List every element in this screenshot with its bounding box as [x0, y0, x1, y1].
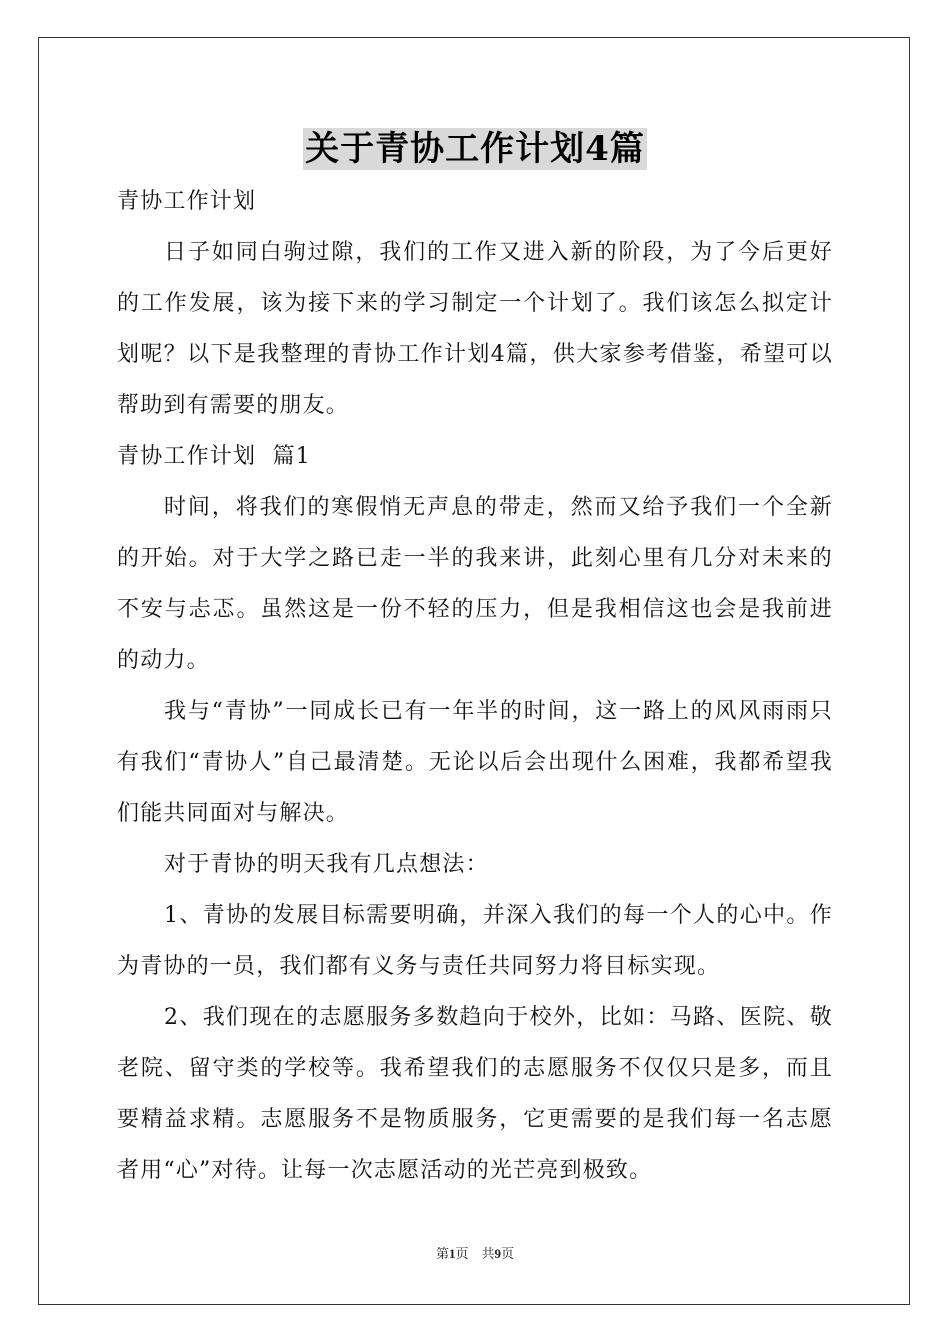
body-paragraph: 1、青协的发展目标需要明确，并深入我们的每一个人的心中。作为青协的一员，我们都有义务与责任共同努力将目标实现。 — [117, 903, 833, 979]
section-heading: 青协工作计划 篇1 — [117, 444, 311, 469]
title-container — [0, 128, 950, 170]
footer-page-prefix: 第 — [435, 1246, 449, 1261]
document-body — [117, 176, 833, 1196]
intro-paragraph: 日子如同白驹过隙，我们的工作又进入新的阶段，为了今后更好的工作发展，该为接下来的学习制定一个计划了。我们该怎么拟定计划呢？以下是我整理的青协工作计划4篇，供大家参考借鉴，希望可以帮助到有需要的朋友。 — [117, 240, 833, 418]
body-paragraph: 对于青协的明天我有几点想法： — [164, 852, 489, 877]
body-paragraph: 2、我们现在的志愿服务多数趋向于校外，比如：马路、医院、敬老院、留守类的学校等。我希望我们的志愿服务不仅仅只是多，而且要精益求精。志愿服务不是物质服务，它更需要的是我们每一名志愿者用“心”对待。让每一次志愿活动的光芒亮到极致。 — [117, 1005, 833, 1183]
footer-total-suffix: 页 — [501, 1246, 515, 1261]
body-paragraph: 我与“青协”一同成长已有一年半的时间，这一路上的风风雨雨只有我们“青协人”自己最清楚。无论以后会出现什么困难，我都希望我们能共同面对与解决。 — [117, 699, 833, 826]
page-footer — [0, 1243, 950, 1262]
document-title: 关于青协工作计划4篇 — [305, 129, 645, 169]
footer-page-suffix: 页 — [455, 1246, 469, 1261]
body-paragraph: 时间，将我们的寒假悄无声息的带走，然而又给予我们一个全新的开始。对于大学之路已走一半的我来讲，此刻心里有几分对未来的不安与忐忑。虽然这是一份不轻的压力，但是我相信这也会是我前进的动力。 — [117, 495, 833, 673]
footer-page-number: 1 — [448, 1246, 456, 1261]
intro-heading: 青协工作计划 — [117, 189, 257, 214]
footer-total-pages: 9 — [494, 1246, 502, 1261]
footer-total-prefix: 共 — [481, 1246, 495, 1261]
